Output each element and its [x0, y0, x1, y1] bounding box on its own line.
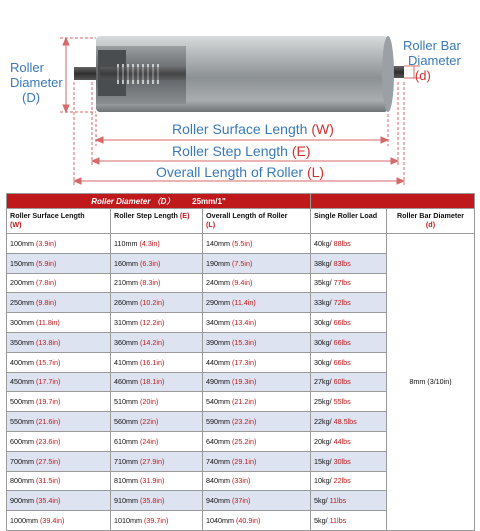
label-symbol: (E) [291, 143, 311, 159]
metric-value: 40kg/ [314, 238, 334, 248]
imperial-value: 48.5lbs [333, 417, 357, 427]
metric-value: 500mm [10, 397, 36, 407]
cell-step-length [111, 332, 203, 352]
metric-value: 35kg/ [314, 278, 334, 288]
metric-value: 560mm [114, 417, 140, 427]
imperial-value: (10.2in) [139, 298, 165, 308]
imperial-value: (17.7in) [35, 377, 61, 387]
header-text: Roller Bar Diameter [396, 211, 465, 220]
metric-value: 30kg/ [314, 318, 334, 328]
header-symbol: (L) [206, 220, 216, 229]
metric-value: 490mm [206, 377, 232, 387]
metric-value: 30kg/ [314, 337, 334, 347]
cell-overall-length [203, 412, 311, 432]
imperial-value: 30lbs [333, 456, 351, 466]
imperial-value: (31.5in) [35, 476, 61, 486]
label-line: Diameter [408, 53, 461, 68]
cell-single-load [311, 313, 387, 333]
cell-surface-length [7, 431, 111, 451]
cell-surface-length [7, 372, 111, 392]
imperial-value: (29.1in) [231, 456, 257, 466]
imperial-value: (7.5in) [231, 258, 253, 268]
imperial-value: 77lbs [333, 278, 351, 288]
cell-surface-length [7, 412, 111, 432]
label-symbol: (W) [311, 121, 334, 137]
header-text: Overall Length of Roller [206, 211, 288, 220]
metric-value: 540mm [206, 397, 232, 407]
imperial-value: (35.4in) [35, 496, 61, 506]
metric-value: 550mm [10, 417, 36, 427]
metric-value: 27kg/ [314, 377, 334, 387]
label-roller-diameter [10, 60, 63, 105]
metric-value: 600mm [10, 436, 36, 446]
imperial-value: 83lbs [333, 258, 351, 268]
metric-value: 310mm [114, 318, 140, 328]
imperial-value: (23.6in) [35, 436, 61, 446]
metric-value: 1010mm [114, 516, 144, 526]
imperial-value: (33in) [231, 476, 251, 486]
label-surface-length [172, 121, 334, 137]
cell-step-length [111, 352, 203, 372]
cell-step-length [111, 313, 203, 333]
label-text: Roller Step Length [172, 143, 292, 159]
cell-single-load [311, 293, 387, 313]
imperial-value: (21.2in) [231, 397, 257, 407]
cell-step-length [111, 293, 203, 313]
cell-surface-length [7, 253, 111, 273]
header-text: Roller Surface Length [10, 211, 85, 220]
imperial-value: (5.5in) [231, 238, 253, 248]
metric-value: 290mm [206, 298, 232, 308]
metric-value: 590mm [206, 417, 232, 427]
imperial-value: 72lbs [333, 298, 351, 308]
imperial-value: (18.1in) [139, 377, 165, 387]
imperial-value: (14.2in) [139, 337, 165, 347]
label-bar-diameter [403, 38, 461, 83]
cell-surface-length [7, 352, 111, 372]
metric-value: 20kg/ [314, 436, 334, 446]
header-text: Single Roller Load [314, 211, 378, 220]
imperial-value: (4.3in) [139, 238, 160, 248]
imperial-value: (25.2in) [231, 436, 257, 446]
cell-single-load [311, 372, 387, 392]
cell-step-length [111, 431, 203, 451]
metric-value: 440mm [206, 357, 232, 367]
cell-overall-length [203, 451, 311, 471]
cell-surface-length [7, 234, 111, 254]
imperial-value: (16.1in) [139, 357, 165, 367]
cell-overall-length [203, 332, 311, 352]
label-step-length [172, 143, 311, 159]
header-symbol: (E) [179, 211, 190, 220]
metric-value: 360mm [114, 337, 140, 347]
metric-value: 30kg/ [314, 357, 334, 367]
cell-single-load [311, 511, 387, 531]
imperial-value: (17.3in) [231, 357, 257, 367]
metric-value: 210mm [114, 278, 140, 288]
metric-value: 25kg/ [314, 397, 334, 407]
imperial-value: (20in) [139, 397, 159, 407]
cell-overall-length [203, 313, 311, 333]
cell-step-length [111, 273, 203, 293]
cell-single-load [311, 491, 387, 511]
metric-value: 260mm [114, 298, 140, 308]
imperial-value: (27.9in) [139, 456, 165, 466]
header-overall-length [203, 209, 311, 234]
metric-value: 5kg/ [314, 496, 330, 506]
cell-single-load [311, 412, 387, 432]
cell-overall-length [203, 253, 311, 273]
imperial-value: (39.4in) [39, 516, 65, 526]
cell-step-length [111, 234, 203, 254]
header-surface-length [7, 209, 111, 234]
imperial-value: (39.7in) [143, 516, 169, 526]
cell-overall-length [203, 293, 311, 313]
cell-overall-length [203, 392, 311, 412]
metric-value: 710mm [114, 456, 140, 466]
cell-overall-length [203, 471, 311, 491]
title-right: 25mm/1" [192, 196, 226, 206]
metric-value: 940mm [206, 496, 232, 506]
cell-step-length [111, 392, 203, 412]
cell-step-length [111, 372, 203, 392]
header-single-load [311, 209, 387, 234]
imperial-value: (31.9in) [139, 476, 165, 486]
imperial-value: (6.3in) [139, 258, 161, 268]
header-symbol: (d) [425, 220, 436, 229]
cell-single-load [311, 273, 387, 293]
label-line: Roller [10, 60, 44, 75]
metric-value: 910mm [114, 496, 140, 506]
imperial-value: (23.2in) [231, 417, 257, 427]
cell-single-load [311, 253, 387, 273]
imperial-value: (19.3in) [231, 377, 257, 387]
metric-value: 350mm [10, 337, 36, 347]
metric-value: 300mm [10, 318, 36, 328]
metric-value: 22kg/ [314, 417, 334, 427]
imperial-value: 11lbs [329, 516, 347, 526]
cell-overall-length [203, 372, 311, 392]
metric-value: 140mm [206, 238, 232, 248]
imperial-value: 55lbs [333, 397, 351, 407]
metric-value: 700mm [10, 456, 36, 466]
label-symbol: (L) [306, 164, 325, 180]
cell-step-length [111, 491, 203, 511]
cell-surface-length [7, 491, 111, 511]
cell-step-length [111, 451, 203, 471]
label-overall-length [156, 164, 324, 180]
imperial-value: (9.8in) [35, 298, 57, 308]
imperial-value: (13.4in) [231, 318, 257, 328]
metric-value: 200mm [10, 278, 36, 288]
label-line: Diameter [10, 75, 63, 90]
imperial-value: (19.7in) [35, 397, 61, 407]
metric-value: 15kg/ [314, 456, 334, 466]
metric-value: 390mm [206, 337, 232, 347]
metric-value: 400mm [10, 357, 36, 367]
metric-value: 740mm [206, 456, 232, 466]
cell-single-load [311, 392, 387, 412]
imperial-value: (7.8in) [35, 278, 57, 288]
label-symbol: (d) [414, 68, 431, 83]
imperial-value: 22lbs [333, 476, 351, 486]
roller-diagram [0, 0, 480, 190]
cell-surface-length [7, 471, 111, 491]
imperial-value: 66lbs [333, 318, 351, 328]
table-title [7, 194, 311, 209]
cell-bar-diameter: 8mm (3/10in) [387, 234, 475, 531]
imperial-value: (13.8in) [35, 337, 61, 347]
metric-value: 5kg/ [314, 516, 330, 526]
imperial-value: (35.8in) [139, 496, 165, 506]
header-bar-diameter [387, 209, 475, 234]
metric-value: 150mm [10, 258, 36, 268]
metric-value: 33kg/ [314, 298, 334, 308]
roller-illustration [0, 0, 480, 190]
imperial-value: (21.6in) [35, 417, 61, 427]
cell-step-length [111, 412, 203, 432]
label-text: Overall Length of Roller [156, 164, 307, 180]
metric-value: 110mm [114, 238, 140, 248]
imperial-value: 11lbs [329, 496, 347, 506]
metric-value: 840mm [206, 476, 232, 486]
inner-shaft [100, 67, 186, 80]
cell-surface-length [7, 332, 111, 352]
cell-single-load [311, 352, 387, 372]
metric-value: 810mm [114, 476, 140, 486]
metric-value: 250mm [10, 298, 36, 308]
label-line: Roller Bar [403, 38, 461, 53]
metric-value: 800mm [10, 476, 36, 486]
cell-single-load [311, 471, 387, 491]
metric-value: 38kg/ [314, 258, 334, 268]
metric-value: 450mm [10, 377, 36, 387]
imperial-value: (15.7in) [35, 357, 61, 367]
imperial-value: (8.3in) [139, 278, 161, 288]
label-symbol: (D) [22, 90, 41, 105]
imperial-value: (37in) [231, 496, 251, 506]
metric-value: 510mm [114, 397, 140, 407]
metric-value: 1040mm [206, 516, 236, 526]
header-step-length [111, 209, 203, 234]
metric-value: 100mm [10, 238, 36, 248]
imperial-value: 66lbs [333, 357, 351, 367]
cell-surface-length [7, 313, 111, 333]
cell-surface-length [7, 273, 111, 293]
cell-single-load [311, 332, 387, 352]
roller-spec-table [6, 193, 475, 531]
header-text: Roller Step Length [114, 211, 180, 220]
imperial-value: (11.8in) [35, 318, 60, 328]
imperial-value: (27.5in) [35, 456, 61, 466]
label-text: Roller Surface Length [172, 121, 312, 137]
cell-single-load [311, 431, 387, 451]
imperial-value: 88lbs [333, 238, 351, 248]
cell-step-length [111, 471, 203, 491]
imperial-value: (22in) [139, 417, 159, 427]
header-symbol: (W) [10, 220, 22, 229]
metric-value: 610mm [114, 436, 140, 446]
metric-value: 340mm [206, 318, 232, 328]
title-left: Roller Diameter （D） [91, 196, 175, 206]
metric-value: 240mm [206, 278, 232, 288]
imperial-value: (5.9in) [35, 258, 57, 268]
imperial-value: (24in) [139, 436, 159, 446]
imperial-value: 60lbs [333, 377, 351, 387]
imperial-value: 66lbs [333, 337, 351, 347]
metric-value: 160mm [114, 258, 140, 268]
table-title-row [7, 194, 475, 209]
metric-value: 190mm [206, 258, 232, 268]
tube-end-cap [382, 36, 394, 112]
imperial-value: (11.4in) [231, 298, 256, 308]
cell-overall-length [203, 273, 311, 293]
metric-value: 640mm [206, 436, 232, 446]
cell-single-load [311, 234, 387, 254]
cell-overall-length [203, 431, 311, 451]
metric-value: 10kg/ [314, 476, 334, 486]
cell-step-length [111, 253, 203, 273]
imperial-value: (3.9in) [35, 238, 57, 248]
metric-value: 410mm [114, 357, 140, 367]
metric-value: 460mm [114, 377, 140, 387]
table-header-row [7, 209, 475, 234]
cell-surface-length [7, 293, 111, 313]
cell-overall-length [203, 491, 311, 511]
imperial-value: (40.9in) [235, 516, 261, 526]
imperial-value: (12.2in) [139, 318, 165, 328]
cell-step-length [111, 511, 203, 531]
cell-overall-length [203, 234, 311, 254]
imperial-value: 44lbs [333, 436, 351, 446]
cell-single-load [311, 451, 387, 471]
metric-value: 900mm [10, 496, 36, 506]
cell-overall-length [203, 352, 311, 372]
table-row [7, 234, 475, 254]
cell-surface-length [7, 392, 111, 412]
cell-surface-length [7, 511, 111, 531]
metric-value: 1000mm [10, 516, 40, 526]
cell-surface-length [7, 451, 111, 471]
cell-overall-length [203, 511, 311, 531]
imperial-value: (15.3in) [231, 337, 257, 347]
imperial-value: (9.4in) [231, 278, 253, 288]
table-title-fill [311, 194, 475, 209]
